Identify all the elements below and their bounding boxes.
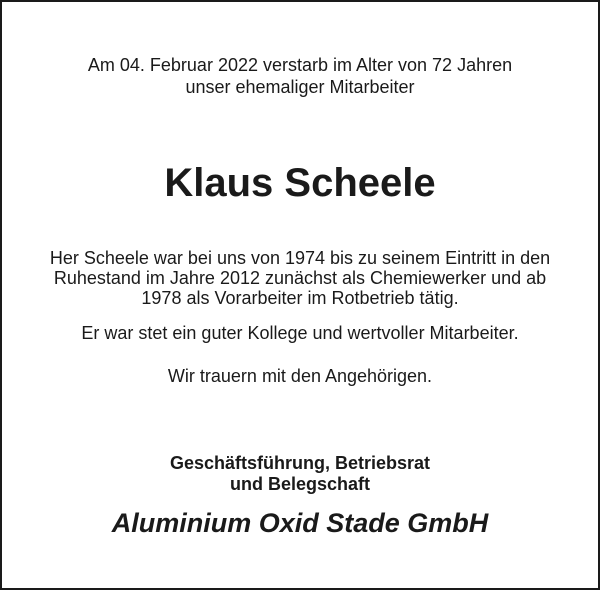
signers-line-1: Geschäftsführung, Betriebsrat: [169, 453, 431, 473]
bio-line-1: Her Scheele war bei uns von 1974 bis zu seinem Eintritt in den: [49, 248, 551, 268]
mourning-text: Wir trauern mit den Angehörigen.: [167, 366, 433, 386]
bio-line-3: 1978 als Vorarbeiter im Rotbetrieb tätig.: [141, 288, 459, 308]
bio-line-2: Ruhestand im Jahre 2012 zunächst als Chemiewerker und ab: [53, 268, 547, 288]
signers-line-2: und Belegschaft: [229, 474, 371, 494]
deceased-name: Klaus Scheele: [164, 161, 436, 205]
intro-line-1: Am 04. Februar 2022 verstarb im Alter von 72 Jahren: [87, 55, 513, 75]
company-name: Aluminium Oxid Stade GmbH: [111, 508, 489, 538]
tribute-text: Er war stet ein guter Kollege und wertvoller Mitarbeiter.: [81, 323, 519, 343]
intro-line-2: unser ehemaliger Mitarbeiter: [185, 77, 415, 97]
